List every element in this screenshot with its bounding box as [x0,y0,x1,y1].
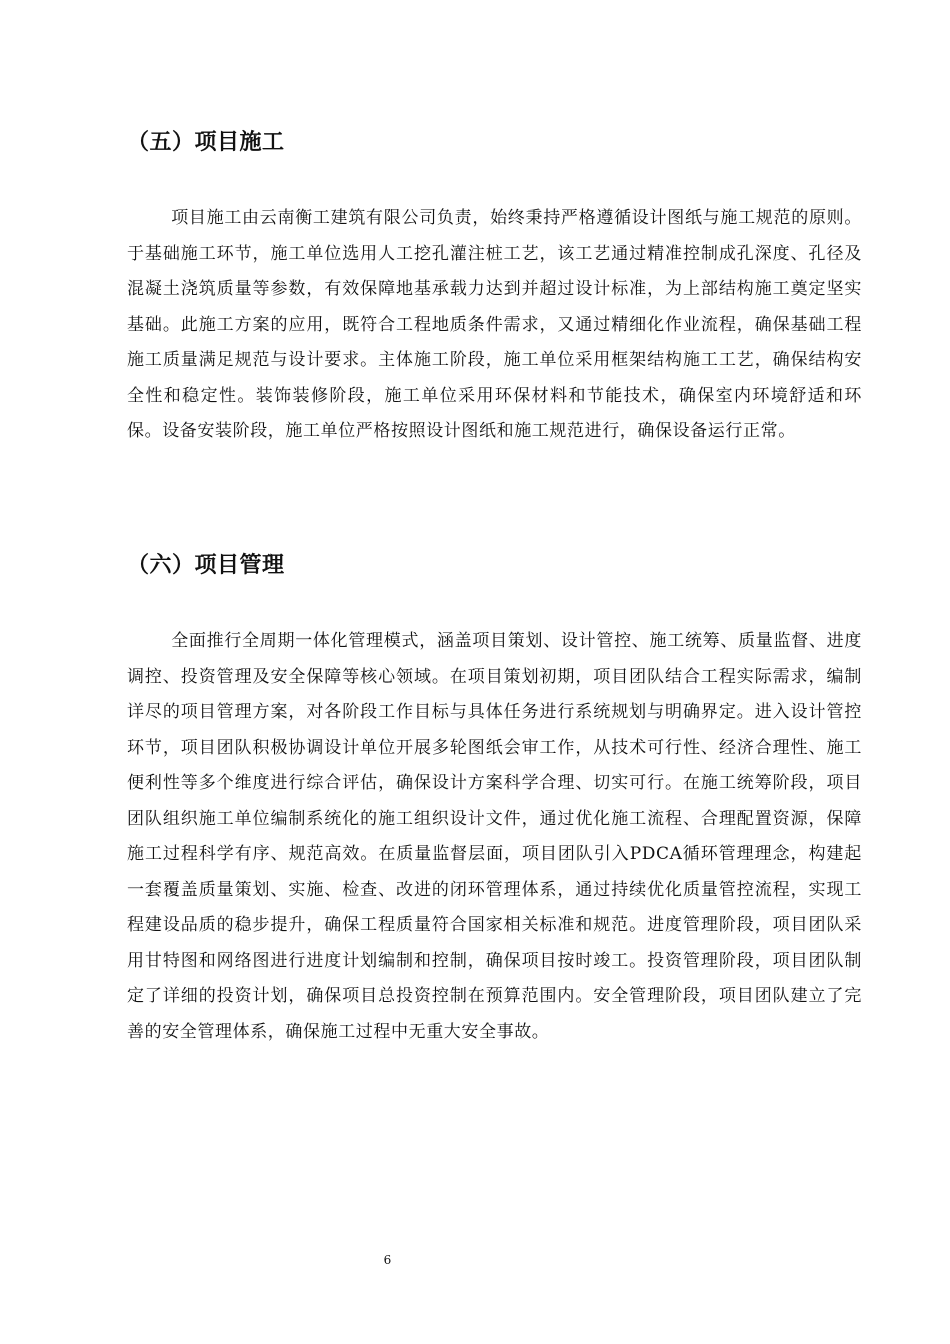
page-number: 6 [383,1253,392,1267]
section-heading: （六）项目管理 [127,553,285,578]
section-paragraph: 项目施工由云南衡工建筑有限公司负责，始终秉持严格遵循设计图纸与施工规范的原则。于基础施工环节，施工单位选用人工挖孔灌注桩工艺，该工艺通过精准控制成孔深度、孔径及混凝土浇筑质量等参数，有效保障地基承载力达到并超过设计标准，为上部结构施工奠定坚实基础。此施工方案的应用，既符合工程地质条件需求，又通过精细化作业流程，确保基础工程施工质量满足规范与设计要求。主体施工阶段，施工单位采用框架结构施工工艺，确保结构安全性和稳定性。装饰装修阶段，施工单位采用环保材料和节能技术，确保室内环境舒适和环保。设备安装阶段，施工单位严格按照设计图纸和施工规范进行，确保设备运行正常。 [127,208,862,441]
section-heading: （五）项目施工 [127,130,285,155]
section-paragraph: 全面推行全周期一体化管理模式，涵盖项目策划、设计管控、施工统筹、质量监督、进度调控、投资管理及安全保障等核心领域。在项目策划初期，项目团队结合工程实际需求，编制详尽的项目管理方案，对各阶段工作目标与具体任务进行系统规划与明确界定。进入设计管控环节，项目团队积极协调设计单位开展多轮图纸会审工作，从技术可行性、经济合理性、施工便利性等多个维度进行综合评估，确保设计方案科学合理、切实可行。在施工统筹阶段，项目团队组织施工单位编制系统化的施工组织设计文件，通过优化施工流程、合理配置资源，保障施工过程科学有序、规范高效。在质量监督层面，项目团队引入PDCA循环管理理念，构建起一套覆盖质量策划、实施、检查、改进的闭环管理体系，通过持续优化质量管控流程，实现工程建设品质的稳步提升，确保工程质量符合国家相关标准和规范。进度管理阶段，项目团队采用甘特图和网络图进行进度计划编制和控制，确保项目按时竣工。投资管理阶段，项目团队制定了详细的投资计划，确保项目总投资控制在预算范围内。安全管理阶段，项目团队建立了完善的安全管理体系，确保施工过程中无重大安全事故。 [127,631,862,1042]
